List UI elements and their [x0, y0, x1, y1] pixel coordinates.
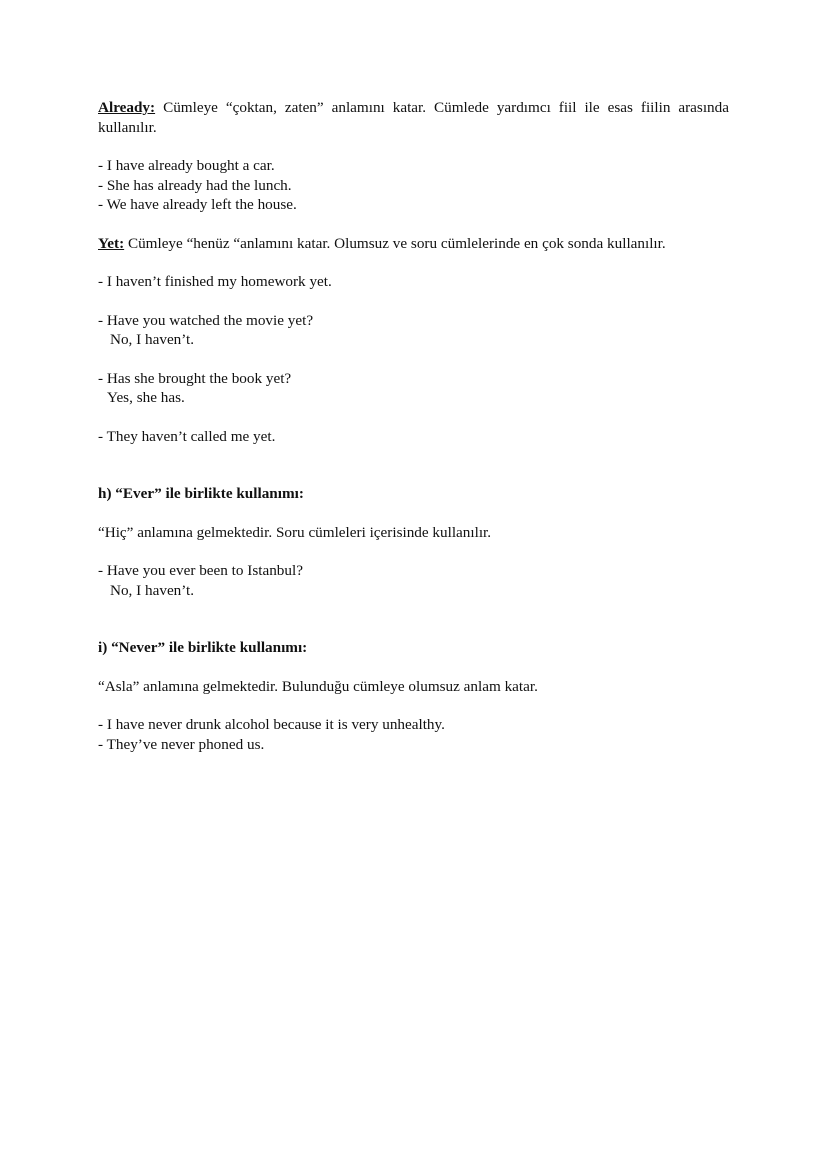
- already-text: Cümleye “çoktan, zaten” anlamını katar. Cümlede yardımcı fiil ile esas fiilin arasında kullanılır.: [98, 99, 729, 136]
- already-term: Already:: [98, 99, 156, 116]
- ever-heading: h) “Ever” ile birlikte kullanımı:: [98, 485, 304, 502]
- example-line: - I have already bought a car.: [98, 157, 275, 174]
- yet-definition: [98, 234, 729, 254]
- example-line: - We have already left the house.: [98, 196, 297, 213]
- already-definition: [98, 98, 729, 137]
- never-heading: i) “Never” ile birlikte kullanımı:: [98, 639, 308, 656]
- ever-definition: “Hiç” anlamına gelmektedir. Soru cümleleri içerisinde kullanılır.: [98, 523, 492, 541]
- document-page: [98, 98, 729, 754]
- example-line: - I have never drunk alcohol because it is very unhealthy.: [98, 716, 445, 733]
- example-line: - Have you watched the movie yet?: [98, 311, 314, 329]
- never-definition: “Asla” anlamına gelmektedir. Bulunduğu cümleye olumsuz anlam katar.: [98, 677, 538, 695]
- example-line: - I haven’t finished my homework yet.: [98, 273, 332, 290]
- example-line: - They’ve never phoned us.: [98, 735, 265, 753]
- example-line: - Has she brought the book yet?: [98, 369, 292, 387]
- example-answer: Yes, she has.: [107, 389, 185, 406]
- example-answer: No, I haven’t.: [110, 331, 195, 348]
- example-line: - They haven’t called me yet.: [98, 427, 276, 445]
- example-line: - Have you ever been to Istanbul?: [98, 562, 303, 579]
- yet-term: Yet:: [98, 234, 125, 252]
- example-line: - She has already had the lunch.: [98, 176, 292, 194]
- example-answer: No, I haven’t.: [110, 581, 195, 599]
- yet-text: Cümleye “henüz “anlamını katar. Olumsuz ve soru cümlelerinde en çok sonda kullanılır.: [124, 234, 666, 252]
